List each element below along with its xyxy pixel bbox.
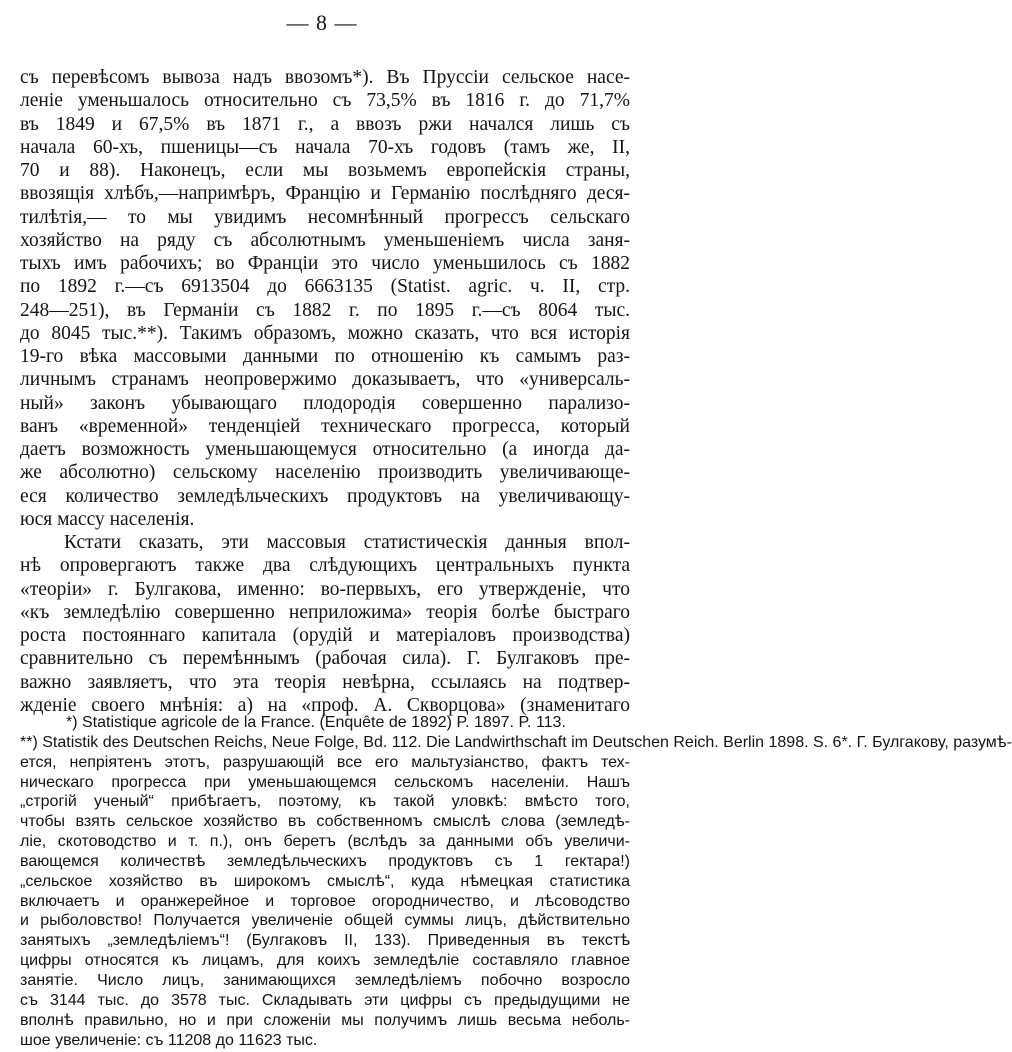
footnote-line: ническаго прогресса при уменьшающемся сельскомъ населеніи. Нашъ (20, 773, 630, 791)
text-line: въ 1849 и 67,5% въ 1871 г., а ввозъ ржи начался лишь съ (20, 113, 630, 135)
footnote-line: „сельское хозяйство въ широкомъ смыслѣ“, куда нѣмецкая статистика (20, 872, 630, 890)
footnote-2: **) Statistik des Deutschen Reichs, Neue Folge, Bd. 112. Die Landwirthschaft im Deutschen Reich. Berlin 1898. S. 6*. Г. Булгакову, разумѣ- (20, 733, 1012, 751)
footnote-line: занятыхъ „земледѣліемъ“! (Булгаковъ II, 133). Приведенныя въ текстѣ (20, 932, 630, 950)
text-line: ленiе уменьшалось относительно съ 73,5% въ 1816 г. до 71,7% (20, 90, 630, 112)
footnote-line: чтобы взять сельское хозяйство въ собственномъ смыслѣ слова (земледѣ- (20, 813, 630, 831)
text-line: ный» законъ убывающаго плодородія совершенно парализо- (20, 392, 630, 414)
text-line: роста постояннаго капитала (орудій и матеріаловъ производства) (20, 625, 630, 646)
text-line: до 8045 тыс.**). Такимъ образомъ, можно сказать, что вся исторія (20, 322, 630, 344)
text-line: юся массу населенія. (20, 508, 195, 530)
text-line: хозяйство на ряду съ абсолютнымъ уменьшеніемъ числа заня- (20, 229, 630, 251)
footnote-line: ется, непріятенъ этотъ, разрушающій все его мальтузіанство, фактъ тех- (20, 753, 630, 771)
text-line: жденіе своего мнѣнія: а) на «проф. А. Скворцова» (знаменитаго (20, 694, 630, 716)
text-line: «теоріи» г. Булгакова, именно: во-первыхъ, его утвержденіе, что (20, 578, 630, 600)
text-line: сравнительно съ перемѣннымъ (рабочая сила). Г. Булгаковъ пре- (20, 648, 630, 670)
text-line: даетъ возможность уменьшающемуся относительно (а иногда да- (20, 439, 630, 460)
text-line: «къ земледѣлію совершенно неприложима» теорія болѣе быстраго (20, 601, 630, 623)
footnote-1: *) Statistique agricole de la France. (Enquête de 1892) P. 1897. P. 113. (66, 714, 566, 731)
footnote-line: занятіе. Число лицъ, занимающихся земледѣліемъ побочно возросло (20, 971, 630, 989)
footnote-line: „строгій ученый“ прибѣгаетъ, поэтому, къ такой уловкѣ: вмѣсто того, (20, 793, 630, 811)
footnote-line: ліе, скотоводство и т. п.), онъ беретъ (вслѣдъ за данными объ увеличи- (20, 833, 630, 851)
text-line: важно заявляетъ, что эта теорія невѣрна, ссылаясь на подтвер- (20, 671, 630, 693)
text-line: же абсолютно) сельскому населенію производить увеличивающе- (20, 462, 630, 484)
text-line: 70 и 88). Наконецъ, если мы возьмемъ европейскія страны, (20, 160, 630, 181)
footnote-line: съ 3144 тыс. до 3578 тыс. Складывать эти цифры съ предыдущими не (20, 991, 630, 1009)
page-number: — 8 — (286, 10, 358, 35)
text-line: 19-го вѣка массовыми данными по отношенію къ самымъ раз- (20, 346, 630, 367)
text-line: нѣ опровергаютъ также два слѣдующихъ центральныхъ пункта (20, 555, 630, 577)
text-line: 248—251), въ Германіи съ 1882 г. по 1895 г.—съ 8064 тыс. (20, 299, 630, 321)
text-line: съ перевѣсомъ вывоза надъ ввозомъ*). Въ Пруссіи сельское насе- (20, 67, 630, 88)
text-line: Кстати сказать, эти массовыя статистическія данныя впол- (64, 532, 630, 553)
footnote-line: вполнѣ правильно, но и при сложеніи мы получимъ лишь весьма неболь- (20, 1011, 630, 1029)
footnote-line: включаетъ и оранжерейное и торговое огородничество, и лѣсоводство (20, 892, 630, 910)
footnote-line: цифры относятся къ лицамъ, для коихъ земледѣліе составляло главное (20, 952, 630, 970)
text-line: еся количество земледѣльческихъ продуктовъ на увеличивающу- (20, 485, 630, 507)
footnote-line: вающемся количествѣ земледѣльческихъ продуктовъ съ 1 гектара!) (20, 852, 630, 870)
text-line: тилѣтія,— то мы увидимъ несомнѣнный прогрессъ сельскаго (20, 206, 630, 228)
text-line: ванъ «временной» тенденціей техническаго прогресса, который (20, 415, 630, 437)
main-text (20, 66, 630, 717)
text-line: ввозящія хлѣбъ,—напримѣръ, Францію и Германію послѣдняго деся- (20, 183, 630, 205)
text-line: по 1892 г.—съ 6913504 до 6663135 (Statist. agric. ч. II, стр. (20, 276, 630, 298)
footnotes (20, 713, 1012, 1050)
text-line: личнымъ странамъ неопровержимо доказываетъ, что «универсаль- (20, 369, 630, 391)
footnote-line: и рыболовство! Получается увеличеніе общей суммы лицъ, дѣйствительно (20, 912, 630, 930)
text-line: тыхъ имъ рабочихъ; во Франціи это число уменьшилось съ 1882 (20, 253, 630, 274)
text-line: начала 60-хъ, пшеницы—съ начала 70-хъ годовъ (тамъ же, II, (20, 136, 630, 158)
footnote-line: шое увеличеніе: съ 11208 до 11623 тыс. (20, 1031, 318, 1049)
